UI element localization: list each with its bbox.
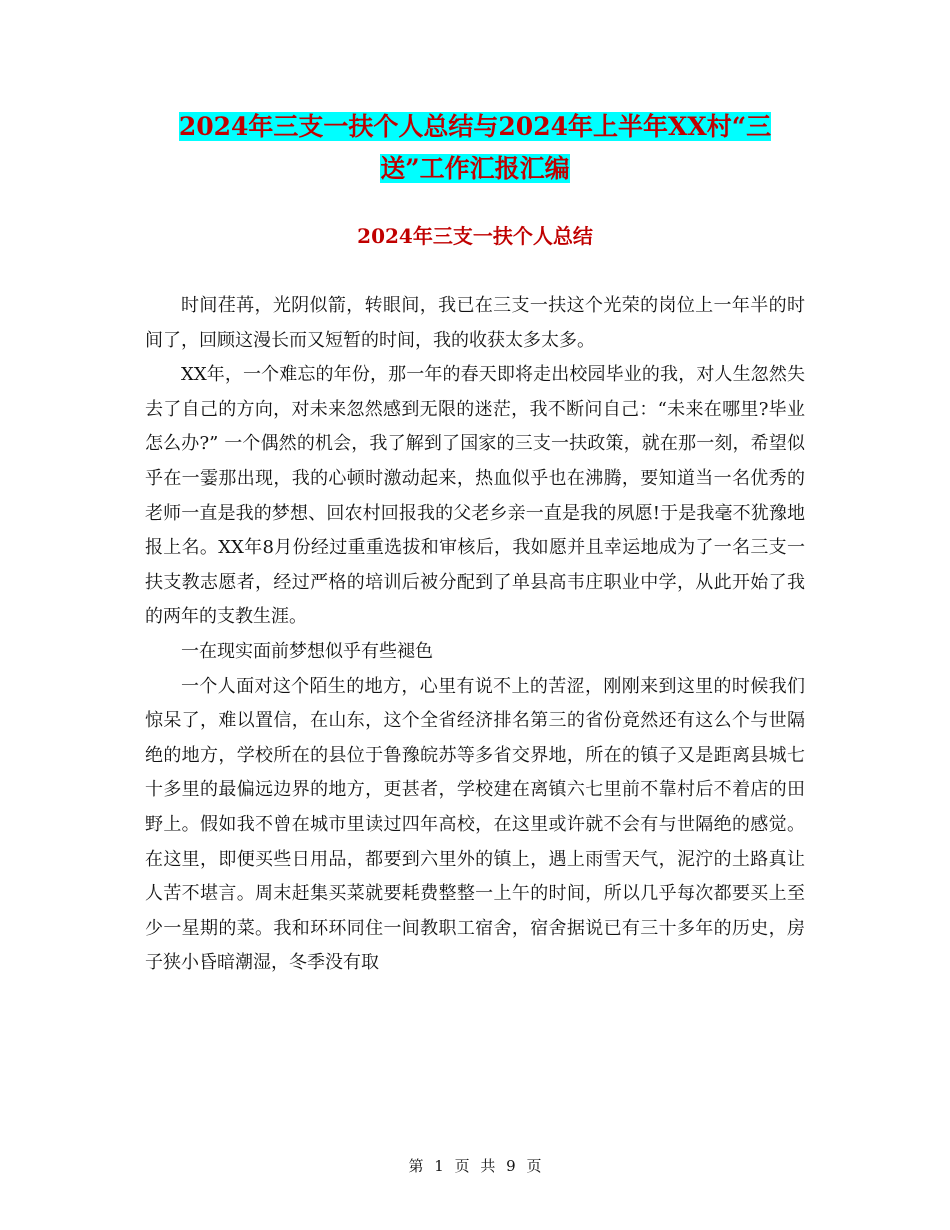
paragraph-3: 一在现实面前梦想似乎有些褪色 — [181, 640, 433, 662]
document-title-line-1: 2024年三支一扶个人总结与2024年上半年XX村“三 — [178, 112, 772, 141]
section-title: 2024年三支一扶个人总结 — [357, 224, 593, 248]
paragraph-1: 时间荏苒，光阴似箭，转眼间，我已在三支一扶这个光荣的岗位上一年半的时间了，回顾这漫长而又短暂的时间，我的收获太多太多。 — [145, 295, 805, 351]
document-title-line-2: 送”工作汇报汇编 — [380, 154, 570, 183]
document-title — [140, 106, 810, 190]
paragraph-4: 一个人面对这个陌生的地方，心里有说不上的苦涩，刚刚来到这里的时候我们惊呆了，难以置信，在山东，这个全省经济排名第三的省份竟然还有这么个与世隔绝的地方，学校所在的县位于鲁豫皖苏等多省交界地，所在的镇子又是距离县城七十多里的最偏远边界的地方，更甚者，学校建在离镇六七里前不靠村后不着店的田野上。假如我不曾在城市里读过四年高校，在这里或许就不会有与世隔绝的感觉。在这里，即便买些日用品，都要到六里外的镇上，遇上雨雪天气，泥泞的土路真让人苦不堪言。周末赶集买菜就要耗费整整一上午的时间，所以几乎每次都要买上至少一星期的菜。我和环环同住一间教职工宿舍，宿舍据说已有三十多年的历史，房子狭小昏暗潮湿，冬季没有取 — [145, 675, 805, 974]
page-footer: 第 1 页 共 9 页 — [408, 1157, 542, 1175]
paragraph-2: XX年，一个难忘的年份，那一年的春天即将走出校园毕业的我，对人生忽然失去了自己的方向，对未来忽然感到无限的迷茫，我不断问自己：“未来在哪里?毕业怎么办?” 一个偶然的机会，我了解到了国家的三支一扶政策，就在那一刻，希望似乎在一霎那出现，我的心顿时激动起来，热血似乎也在沸腾，要知道当一名优秀的老师一直是我的梦想、回农村回报我的父老乡亲一直是我的夙愿!于是我毫不犹豫地报上名。XX年8月份经过重重选拔和审核后，我如愿并且幸运地成为了一名三支一扶支教志愿者，经过严格的培训后被分配到了单县高韦庄职业中学，从此开始了我的两年的支教生涯。 — [145, 364, 805, 628]
document-body — [145, 289, 805, 981]
